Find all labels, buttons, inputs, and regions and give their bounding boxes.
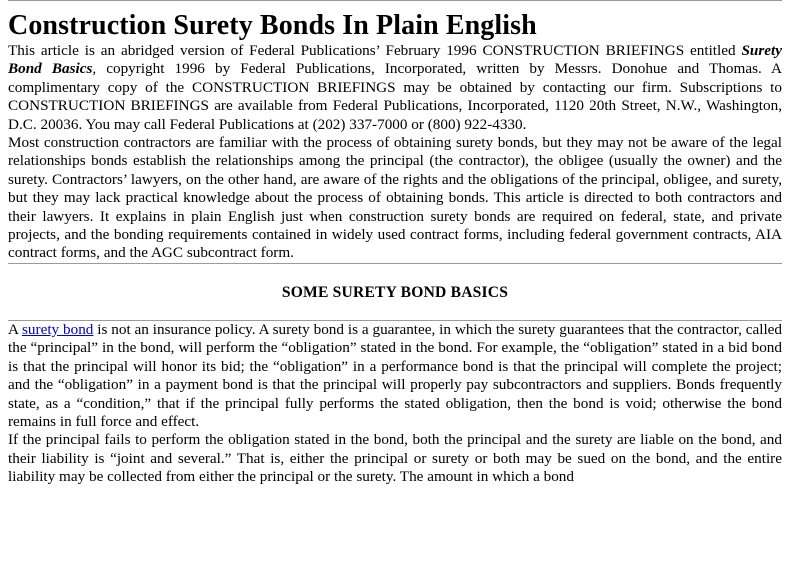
basics-remaining-text: is not an insurance policy. A surety bond is a guarantee, in which the surety guarantees that the contractor, called the “principal” in the bond, will perform the “obligation” stated in the bond. For example, the “obligation” stated in a bid bond is that the principal will honor its bid; the “obligation” in a performance bond is that the principal will complete the project; and the “obligation” in a payment bond is that the principal will properly pay subcontractors and suppliers. Bonds frequently state, as a “condition,” that if the principal fully performs the stated obligation, then the bond is void; otherwise the bond remains in full force and effect. (8, 320, 783, 430)
paragraph-joint-several-clip (8, 431, 782, 486)
paragraph-overview: Most construction contractors are familiar with the process of obtaining surety bonds, but they may not be aware of the legal relationships bonds establish the relationships among the principal (the contractor), the obligee (usually the owner) and the surety. Contractors’ lawyers, on the other hand, are aware of the rights and the obligations of the principal, obligee, and surety, but they may lack practical knowledge about the process of obtaining bonds. This article is directed to both contractors and their lawyers. It explains in plain English just when construction surety bonds are required on federal, state, and private projects, and the bonding requirements contained in widely used contract forms, including federal government contracts, AIA contract forms, and the AGC subcontract form. (8, 134, 782, 262)
page-title (8, 10, 782, 42)
publication-title-emphasis: Surety Bond Basics (8, 42, 782, 78)
intro-text-part-2: , copyright 1996 by Federal Publications, Incorporated, written by Messrs. Donohue and Thomas. A complimentary copy of the CONSTRUCTION BRIEFINGS may be obtained by contacting our firm. Subscriptions to CONSTRUCTION BRIEFINGS are available from Federal Publications, Incorporated, 1120 20th Street, N.W., Washington, D.C. 20036. You may call Federal Publications at (202) 337-7000 or (800) 922-4330. (8, 60, 782, 133)
paragraph-intro (8, 42, 782, 134)
paragraph-joint-and-several: If the principal fails to perform the obligation stated in the bond, both the principal and the surety are liable on the bond, and their liability is “joint and several.” That is, either the principal or surety or both may be sued on the bond, and the entire liability may be collected from either the principal or the surety. The amount in which a bond (8, 431, 782, 486)
section-heading: SOME SURETY BOND BASICS (281, 283, 509, 301)
paragraph-surety-bond-basics (8, 321, 782, 431)
intro-text-part-1: This article is an abridged version of Federal Publications’ February 1996 CONSTRUCTION BRIEFINGS entitled (8, 42, 742, 59)
surety-bond-link[interactable]: surety bond (22, 320, 94, 338)
basics-lead-text: A (8, 320, 23, 338)
page-title-text: Construction Surety Bonds In Plain English (8, 10, 537, 41)
top-divider (8, 0, 782, 1)
